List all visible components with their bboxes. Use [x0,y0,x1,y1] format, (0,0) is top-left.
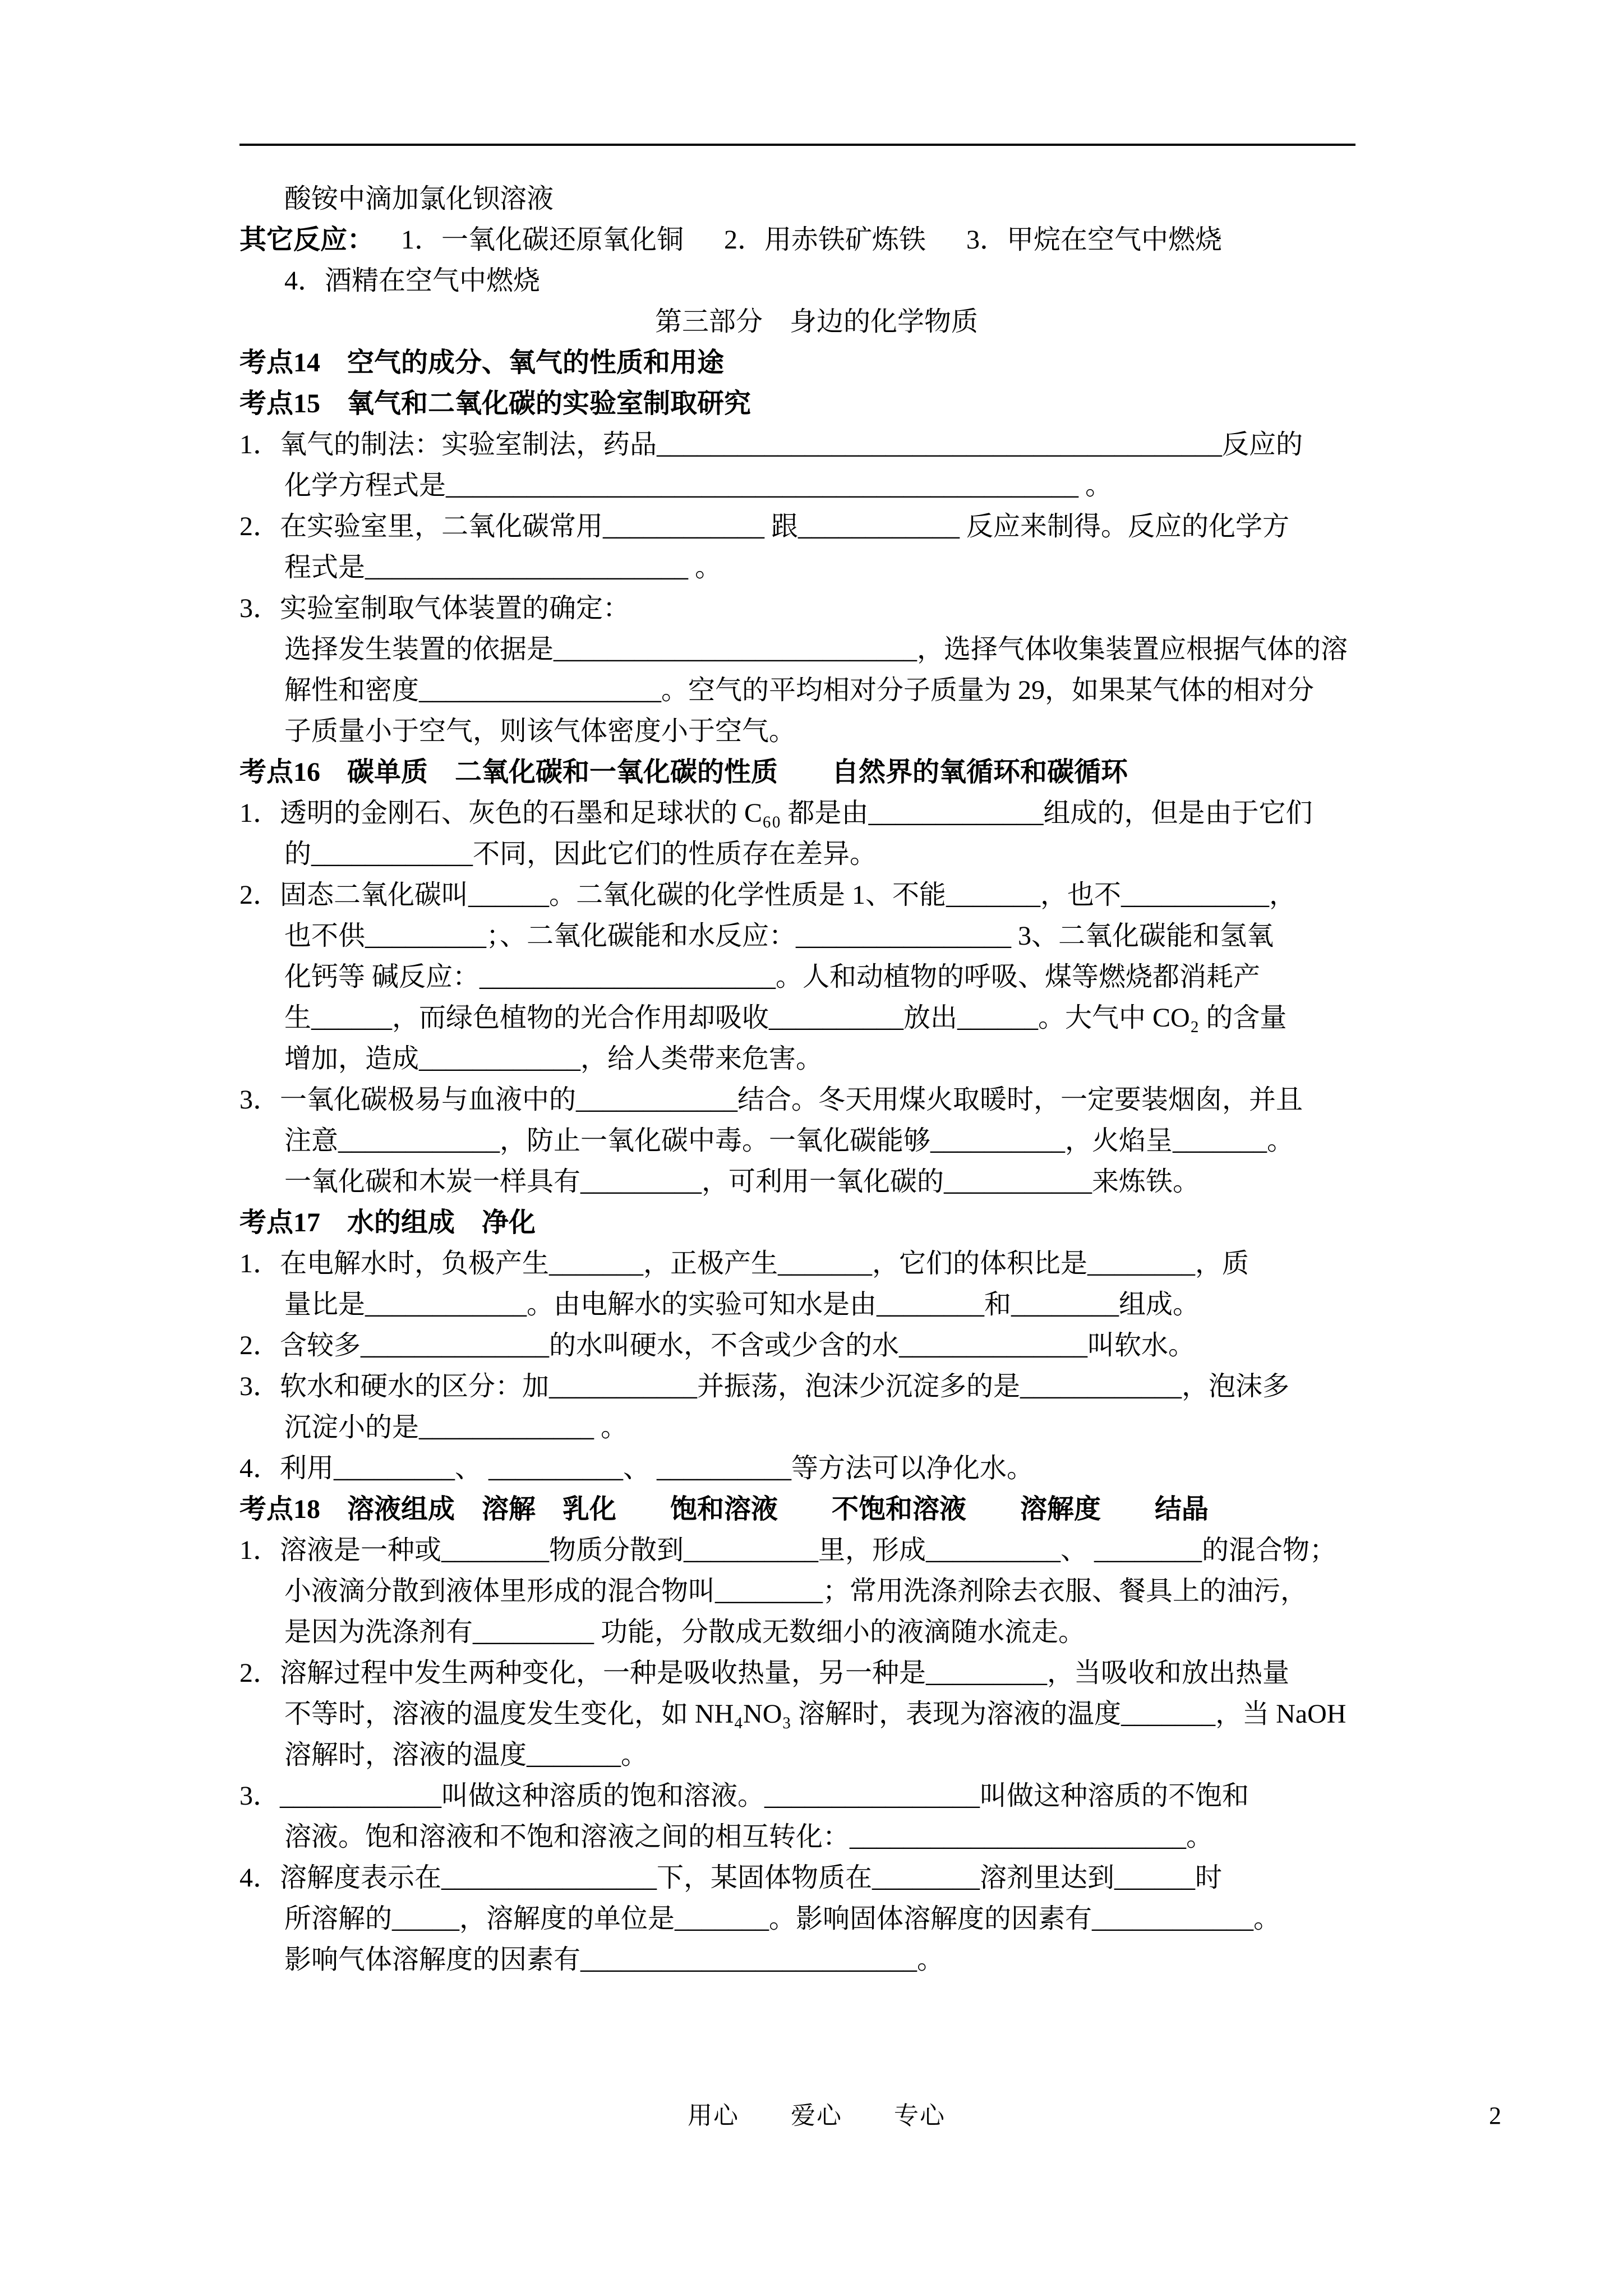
text-line [239,1243,1394,1284]
text-line [239,670,1394,711]
text-run: 2．溶解过程中发生两种变化，一种是吸收热量，另一种是_________，当吸收和放出热量 [239,1658,1290,1688]
text-run: 1．一氧化碳还原氧化铜 2．用赤铁矿炼铁 3．甲烷在空气中燃烧 [374,225,1223,255]
text-line [239,1079,1394,1120]
text-run: 是因为洗涤剂有_________ 功能，分散成无数细小的液滴随水流走。 [284,1617,1086,1647]
text-run: 沉淀小的是_____________ 。 [284,1412,628,1442]
text-line [239,1653,1394,1694]
text-run: 影响气体溶解度的因素有_________________________。 [284,1945,944,1975]
heading-line [239,1489,1394,1530]
text-run: 1．氧气的制法：实验室制法，药品__________________________________________反应的 [239,430,1303,459]
footer-text: 用心 爱心 专心 [688,2102,946,2129]
text-run: 4．利用_________、 __________、 __________等方法可以净化水。 [239,1453,1034,1483]
text-run: 生______，而绿色植物的光合作用却吸收__________放出______。大气中 CO₂ 的含量 [284,1003,1287,1033]
page-footer [239,2099,1501,2133]
bold-text-run: 考点14 空气的成分、氧气的性质和用途 [239,348,725,378]
text-run: 2．含较多______________的水叫硬水，不含或少含的水______________叫软水。 [239,1331,1196,1360]
text-run: 溶解时，溶液的温度_______。 [284,1740,648,1770]
text-run: 4．酒精在空气中燃烧 [284,266,541,296]
text-line [239,1120,1394,1161]
text-line [239,588,1394,629]
text-line [239,301,1394,342]
text-line [239,547,1394,588]
document-body [239,178,1394,1980]
text-run: 也不供_________；、二氧化碳能和水反应：________________ 3、二氧化碳能和氢氧 [284,921,1274,951]
text-line [239,506,1394,547]
heading-line [239,342,1394,383]
text-line [239,260,1394,301]
text-run: 所溶解的_____，溶解度的单位是_______。影响固体溶解度的因素有____________。 [284,1904,1281,1934]
text-run: 3．软水和硬水的区分：加___________并振荡，泡沫少沉淀多的是____________，泡沫多 [239,1372,1290,1401]
text-line [239,1612,1394,1653]
text-line [239,1775,1394,1816]
text-line [239,997,1394,1038]
text-run: 4．溶解度表示在________________下，某固体物质在________溶剂里达到______时 [239,1863,1223,1893]
text-run: 选择发生装置的依据是___________________________，选择气体收集装置应根据气体的溶 [284,634,1348,664]
text-line [239,1038,1394,1079]
bold-text-run: 考点18 溶液组成 溶解 乳化 饱和溶液 不饱和溶液 溶解度 结晶 [239,1494,1209,1524]
text-run: 3．实验室制取气体装置的确定： [239,593,630,623]
text-run: 化钙等 碱反应：______________________。人和动植物的呼吸、煤等燃烧都消耗产 [284,962,1261,992]
text-line [239,915,1394,956]
heading-line [239,383,1394,424]
text-line [239,178,1394,219]
text-line [239,1898,1394,1939]
text-run: 解性和密度__________________。空气的平均相对分子质量为 29，如果某气体的相对分 [284,675,1315,705]
bold-text-run: 考点15 氧气和二氧化碳的实验室制取研究 [239,389,751,418]
text-run: 增加，造成____________，给人类带来危害。 [284,1044,823,1074]
text-line [239,465,1394,506]
page-number: 2 [1489,2102,1501,2129]
text-run: 1．透明的金刚石、灰色的石墨和足球状的 C₆₀ 都是由_____________组成的，但是由于它们 [239,798,1313,828]
text-run: 一氧化碳和木炭一样具有_________，可利用一氧化碳的___________来炼铁。 [284,1167,1200,1197]
text-line [239,834,1394,875]
text-line [239,1571,1394,1612]
text-run: 程式是________________________ 。 [284,553,722,582]
text-line [239,1161,1394,1202]
text-run: 量比是____________。由电解水的实验可知水是由________和________组成。 [284,1290,1200,1319]
text-line [239,875,1394,915]
text-line [239,424,1394,465]
text-line [239,711,1394,752]
bold-text-run: 考点17 水的组成 净化 [239,1208,536,1237]
text-run: 化学方程式是_______________________________________________ 。 [284,471,1113,500]
text-run: 1．溶液是一种或________物质分散到__________里，形成__________、 ________的混合物； [239,1535,1337,1565]
text-run: 3．____________叫做这种溶质的饱和溶液。________________叫做这种溶质的不饱和 [239,1781,1249,1811]
heading-line [239,752,1394,793]
text-run: 溶液。饱和溶液和不饱和溶液之间的相互转化：_________________________。 [284,1822,1214,1852]
text-line [239,1407,1394,1448]
text-run: 1．在电解水时，负极产生_______，正极产生_______，它们的体积比是________，质 [239,1249,1249,1278]
text-run: 子质量小于空气，则该气体密度小于空气。 [284,716,796,746]
text-line [239,1530,1394,1571]
text-run: 2．在实验室里，二氧化碳常用____________ 跟____________ 反应来制得。反应的化学方 [239,512,1290,541]
text-line [239,1448,1394,1489]
text-line [239,1284,1394,1325]
text-line [239,1939,1394,1980]
heading-line [239,1202,1394,1243]
text-line [239,1694,1394,1734]
header-rule [239,144,1355,146]
text-line [239,1816,1394,1857]
text-run: 的____________不同，因此它们的性质存在差异。 [284,839,877,869]
text-run: 小液滴分散到液体里形成的混合物叫________；常用洗涤剂除去衣服、餐具上的油污， [284,1576,1308,1606]
text-run: 酸铵中滴加氯化钡溶液 [284,184,554,214]
text-run: 不等时，溶液的温度发生变化，如 NH₄NO₃ 溶解时，表现为溶液的温度_______，当 NaOH [284,1699,1347,1729]
text-line [239,793,1394,834]
text-run: 2．固态二氧化碳叫______。二氧化碳的化学性质是 1、不能_______，也不___________， [239,880,1297,910]
text-line [239,1366,1394,1407]
text-run: 3．一氧化碳极易与血液中的____________结合。冬天用煤火取暖时，一定要装烟囱，并且 [239,1085,1303,1115]
text-line [239,1734,1394,1775]
text-run: 注意____________，防止一氧化碳中毒。一氧化碳能够__________，火焰呈_______。 [284,1126,1294,1156]
text-line [239,1857,1394,1898]
text-line [239,629,1394,670]
text-line [239,219,1394,260]
text-line [239,956,1394,997]
text-line [239,1325,1394,1366]
bold-text-run: 考点16 碳单质 二氧化碳和一氧化碳的性质 自然界的氧循环和碳循环 [239,757,1128,787]
bold-text-run: 其它反应： [239,225,375,255]
text-run: 第三部分 身边的化学物质 [654,307,978,337]
